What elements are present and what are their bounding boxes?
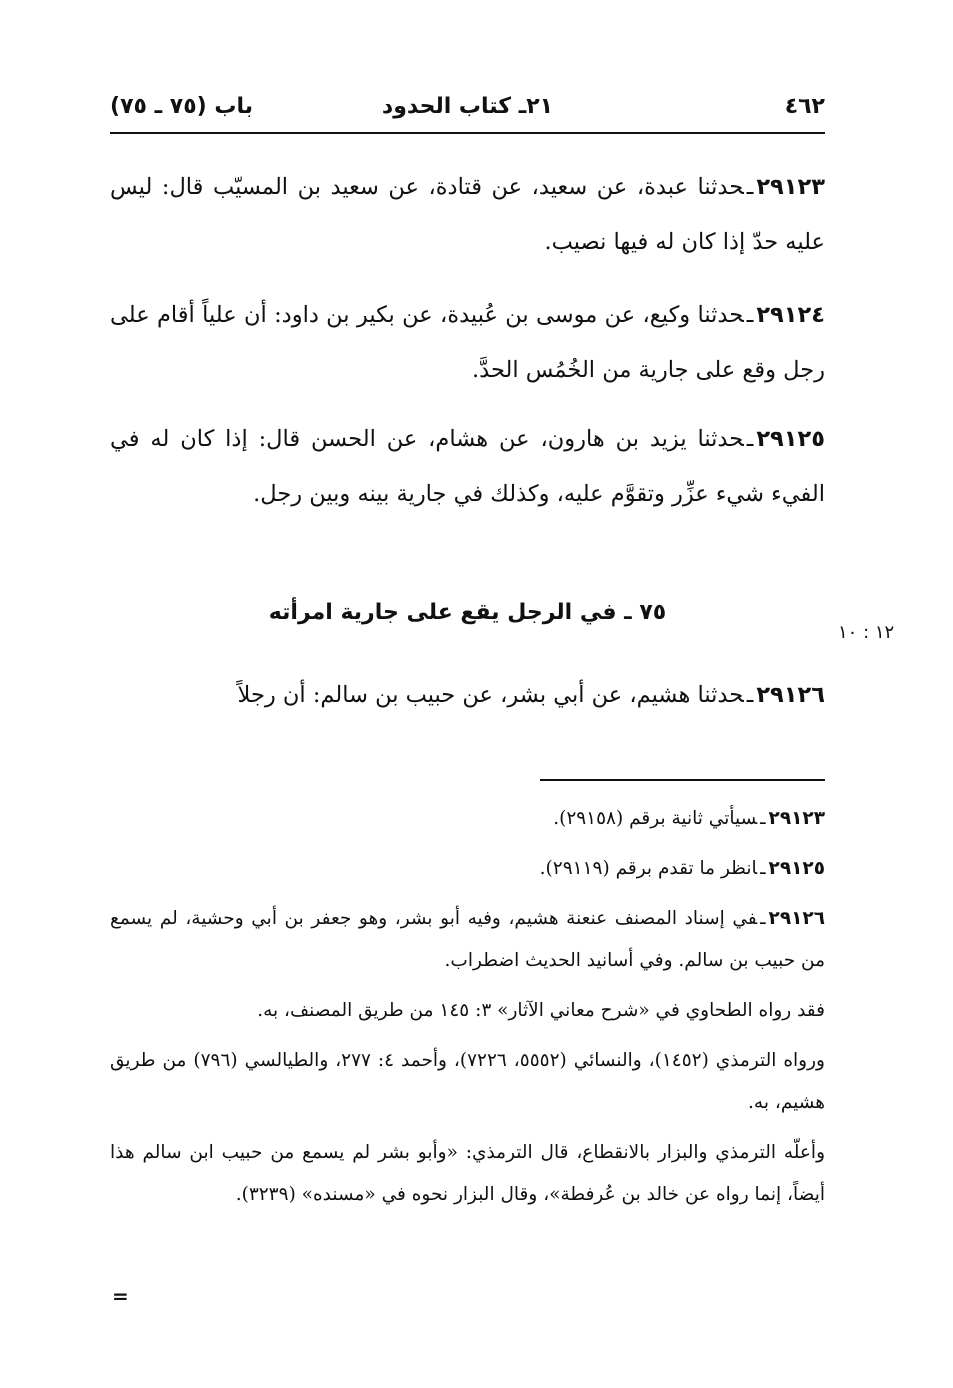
- hadith-29126: ٢٩١٢٦ـحدثنا هشيم، عن أبي بشر، عن حبيب بن سالم: أن رجلاً: [237, 682, 825, 708]
- footnote-29125: ٢٩١٢٥ـانظر ما تقدم برقم (٢٩١١٩).: [539, 858, 825, 879]
- hadith-29125: ٢٩١٢٥ـحدثنا يزيد بن هارون، عن هشام، عن الحسن قال: إذا كان له في الفيء شيء عزِّر وتقوَّم عليه، وكذلك في جارية بينه وبين رجل.: [110, 426, 825, 507]
- footnote-paragraph: [110, 1132, 825, 1216]
- hadith-text: حدثنا هشيم، عن أبي بشر، عن حبيب بن سالم: أن رجلاً: [237, 682, 744, 708]
- hadith-number: ٢٩١٢٤: [756, 302, 825, 328]
- book-title: ٢١ـ كتاب الحدود: [381, 94, 554, 119]
- footnote-text: سيأتي ثانية برقم (٢٩١٥٨).: [553, 808, 758, 829]
- hadith-29123: ٢٩١٢٣ـحدثنا عبدة، عن سعيد، عن قتادة، عن سعيد بن المسيّب قال: ليس عليه حدّ إذا كان له فيها نصيب.: [110, 174, 825, 255]
- footnote-number: ٢٩١٢٥: [768, 858, 825, 879]
- hadith-29124: ٢٩١٢٤ـحدثنا وكيع، عن موسى بن عُبيدة، عن بكير بن داود: أن علياً أقام على رجل وقع على جارية من الخُمُس الحدَّ.: [110, 302, 825, 383]
- continuation-mark: =: [112, 1284, 129, 1308]
- hadith-number: ٢٩١٢٣: [756, 174, 825, 200]
- hadith-text: حدثنا وكيع، عن موسى بن عُبيدة، عن بكير بن داود: أن علياً أقام على رجل وقع على جارية من الخُمُس الحدَّ.: [110, 302, 825, 383]
- header-rule: [110, 132, 825, 134]
- footnote-text: فقد رواه الطحاوي في «شرح معاني الآثار» ٣: ١٤٥ من طريق المصنف، به.: [257, 1000, 825, 1021]
- footnote-text: في إسناد المصنف عنعنة هشيم، وفيه أبو بشر، وهو جعفر بن أبي وحشية، لم يسمع من حبيب بن سالم. وفي أسانيد الحديث اضطراب.: [110, 908, 825, 971]
- chapter-range: باب (٧٥ ـ ٧٥): [110, 94, 253, 119]
- margin-reference: ١٢ : ١٠: [838, 622, 895, 643]
- hadith-text: حدثنا عبدة، عن سعيد، عن قتادة، عن سعيد بن المسيّب قال: ليس عليه حدّ إذا كان له فيها نصيب.: [110, 174, 825, 255]
- running-header: [110, 90, 825, 130]
- footnote-text: ورواه الترمذي (١٤٥٢)، والنسائي (٥٥٥٢، ٧٢٢٦)، وأحمد ٤: ٢٧٧، والطيالسي (٧٩٦) من طريق هشيم، به.: [110, 1050, 825, 1113]
- footnote-separator: [540, 779, 825, 781]
- hadith-number: ٢٩١٢٥: [756, 426, 825, 452]
- footnote-paragraph: [110, 1040, 825, 1124]
- footnote-29123: ٢٩١٢٣ـسيأتي ثانية برقم (٢٩١٥٨).: [553, 808, 825, 829]
- footnotes: [110, 798, 825, 1224]
- hadith-number: ٢٩١٢٦: [756, 682, 825, 708]
- footnote-number: ٢٩١٢٣: [768, 808, 825, 829]
- footnote-paragraph: [110, 990, 825, 1032]
- hadith-text: حدثنا يزيد بن هارون، عن هشام، عن الحسن قال: إذا كان له في الفيء شيء عزِّر وتقوَّم عليه، وكذلك في جارية بينه وبين رجل.: [110, 426, 825, 507]
- footnote-number: ٢٩١٢٦: [768, 908, 825, 929]
- footnote-29126: ٢٩١٢٦ـفي إسناد المصنف عنعنة هشيم، وفيه أبو بشر، وهو جعفر بن أبي وحشية، لم يسمع من حبيب بن سالم. وفي أسانيد الحديث اضطراب.: [110, 908, 825, 971]
- footnote-text: انظر ما تقدم برقم (٢٩١١٩).: [539, 858, 758, 879]
- footnote-text: وأعلّه الترمذي والبزار بالانقطاع، قال الترمذي: «وأبو بشر لم يسمع من حبيب ابن سالم هذا أيضاً، إنما رواه عن خالد بن عُرفطة»، وقال البزار نحوه في «مسنده» (٣٢٣٩).: [110, 1142, 825, 1205]
- page-number: ٤٦٢: [784, 94, 825, 119]
- chapter-heading: ٧٥ ـ في الرجل يقع على جارية امرأته: [268, 600, 667, 625]
